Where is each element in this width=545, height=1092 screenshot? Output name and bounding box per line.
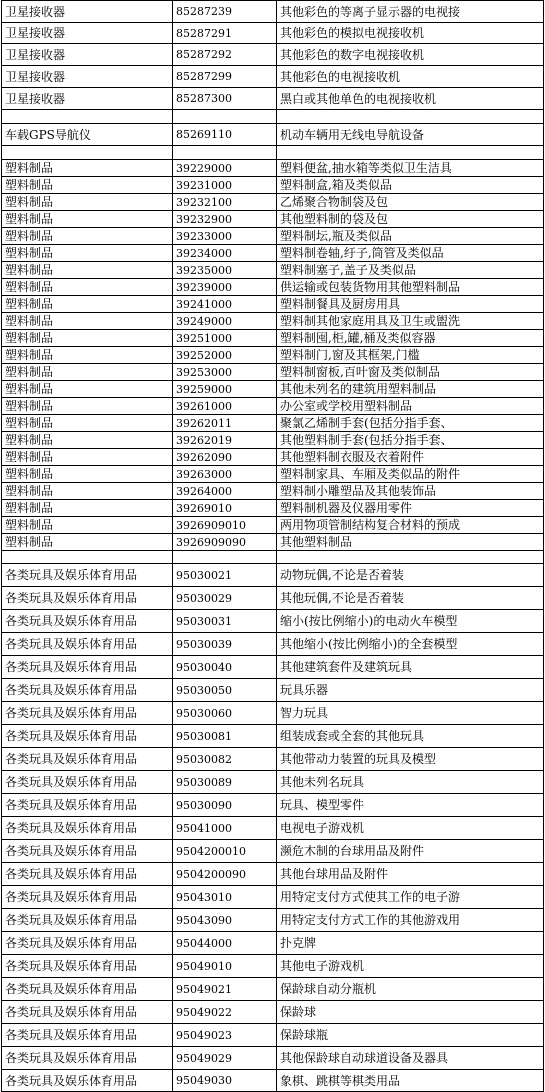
- description-cell: [277, 551, 544, 564]
- table-row: [2, 124, 544, 146]
- category-cell: 塑料制品: [2, 313, 173, 330]
- code-cell: 95030090: [173, 794, 277, 817]
- category-cell: 卫星接收器: [2, 44, 173, 66]
- code-cell: 39262090: [173, 449, 277, 466]
- category-cell: 各类玩具及娱乐体育用品: [2, 978, 173, 1001]
- table-row: [2, 381, 544, 398]
- table-row: [2, 364, 544, 381]
- category-cell: 卫星接收器: [2, 23, 173, 44]
- table-row: [2, 1001, 544, 1024]
- category-cell: 卫星接收器: [2, 66, 173, 88]
- table-row: [2, 886, 544, 909]
- table-row: [2, 1047, 544, 1070]
- code-cell: 95030029: [173, 587, 277, 610]
- code-cell: 95030050: [173, 679, 277, 702]
- table-row: [2, 330, 544, 347]
- table-row: [2, 449, 544, 466]
- description-cell: 供运输或包装货物用其他塑料制品: [277, 279, 544, 296]
- category-cell: 各类玩具及娱乐体育用品: [2, 679, 173, 702]
- description-cell: 玩具乐器: [277, 679, 544, 702]
- description-cell: 组装成套或全套的其他玩具: [277, 725, 544, 748]
- category-cell: 塑料制品: [2, 228, 173, 245]
- description-cell: 其他彩色的等离子显示器的电视接: [277, 1, 544, 23]
- category-cell: 卫星接收器: [2, 1, 173, 23]
- table-row: [2, 534, 544, 551]
- table-row: [2, 817, 544, 840]
- table-row: [2, 279, 544, 296]
- description-cell: 其他塑料制手套(包括分指手套、: [277, 432, 544, 449]
- category-cell: 塑料制品: [2, 500, 173, 517]
- category-cell: 塑料制品: [2, 483, 173, 500]
- code-cell: [173, 110, 277, 124]
- category-cell: 各类玩具及娱乐体育用品: [2, 909, 173, 932]
- code-cell: 39251000: [173, 330, 277, 347]
- code-cell: 85287239: [173, 1, 277, 23]
- table-row: [2, 978, 544, 1001]
- code-cell: 39262019: [173, 432, 277, 449]
- code-cell: 39232900: [173, 211, 277, 228]
- table-row: [2, 177, 544, 194]
- category-cell: 塑料制品: [2, 381, 173, 398]
- category-cell: 塑料制品: [2, 449, 173, 466]
- description-cell: 塑料制机器及仪器用零件: [277, 500, 544, 517]
- code-cell: 95030081: [173, 725, 277, 748]
- description-cell: 塑料制囤,柜,罐,桶及类似容器: [277, 330, 544, 347]
- category-cell: 各类玩具及娱乐体育用品: [2, 633, 173, 656]
- description-cell: [277, 146, 544, 160]
- table-row: [2, 551, 544, 564]
- table-row: [2, 228, 544, 245]
- category-cell: 塑料制品: [2, 211, 173, 228]
- table-row: [2, 66, 544, 88]
- category-cell: 塑料制品: [2, 364, 173, 381]
- code-cell: 39239000: [173, 279, 277, 296]
- category-cell: 塑料制品: [2, 534, 173, 551]
- description-cell: 塑料制餐具及厨房用具: [277, 296, 544, 313]
- description-cell: 其他缩小(按比例缩小)的全套模型: [277, 633, 544, 656]
- description-cell: 其他未列名玩具: [277, 771, 544, 794]
- code-cell: 85287291: [173, 23, 277, 44]
- description-cell: 其他带动力装置的玩具及模型: [277, 748, 544, 771]
- description-cell: 电视电子游戏机: [277, 817, 544, 840]
- category-cell: 塑料制品: [2, 296, 173, 313]
- category-cell: 各类玩具及娱乐体育用品: [2, 564, 173, 587]
- table-row: [2, 909, 544, 932]
- description-cell: 其他电子游戏机: [277, 955, 544, 978]
- table-row: [2, 483, 544, 500]
- category-cell: 塑料制品: [2, 347, 173, 364]
- code-cell: 39232100: [173, 194, 277, 211]
- description-cell: 塑料制小雕塑品及其他装饰品: [277, 483, 544, 500]
- code-cell: 85269110: [173, 124, 277, 146]
- description-cell: 保龄球: [277, 1001, 544, 1024]
- code-cell: [173, 551, 277, 564]
- description-cell: 其他保龄球自动球道设备及器具: [277, 1047, 544, 1070]
- table-row: [2, 794, 544, 817]
- category-cell: 塑料制品: [2, 194, 173, 211]
- table-row: [2, 415, 544, 432]
- description-cell: 塑料制窗板,百叶窗及类似制品: [277, 364, 544, 381]
- description-cell: 其他建筑套件及建筑玩具: [277, 656, 544, 679]
- table-row: [2, 500, 544, 517]
- table-row: [2, 245, 544, 262]
- description-cell: 其他台球用品及附件: [277, 863, 544, 886]
- code-cell: [173, 146, 277, 160]
- table-row: [2, 211, 544, 228]
- category-cell: 塑料制品: [2, 398, 173, 415]
- category-cell: 各类玩具及娱乐体育用品: [2, 748, 173, 771]
- code-cell: 95041000: [173, 817, 277, 840]
- code-cell: 95049021: [173, 978, 277, 1001]
- table-row: [2, 932, 544, 955]
- code-cell: 95043090: [173, 909, 277, 932]
- description-cell: 塑料制塞子,盖子及类似品: [277, 262, 544, 279]
- category-cell: 塑料制品: [2, 262, 173, 279]
- description-cell: 乙烯聚合物制袋及包: [277, 194, 544, 211]
- category-cell: 各类玩具及娱乐体育用品: [2, 955, 173, 978]
- description-cell: 塑料制其他家庭用具及卫生或盥洗: [277, 313, 544, 330]
- category-cell: [2, 146, 173, 160]
- table-row: [2, 296, 544, 313]
- code-cell: 95030039: [173, 633, 277, 656]
- code-cell: 39235000: [173, 262, 277, 279]
- table-row: [2, 398, 544, 415]
- category-cell: 各类玩具及娱乐体育用品: [2, 1047, 173, 1070]
- code-cell: 95030089: [173, 771, 277, 794]
- category-cell: 各类玩具及娱乐体育用品: [2, 886, 173, 909]
- table-row: [2, 656, 544, 679]
- table-row: [2, 702, 544, 725]
- code-cell: 95043010: [173, 886, 277, 909]
- category-cell: 卫星接收器: [2, 88, 173, 110]
- description-cell: 其他彩色的模拟电视接收机: [277, 23, 544, 44]
- code-cell: 85287299: [173, 66, 277, 88]
- category-cell: 各类玩具及娱乐体育用品: [2, 725, 173, 748]
- code-cell: 95030040: [173, 656, 277, 679]
- product-code-table: [1, 0, 544, 1092]
- table-row: [2, 564, 544, 587]
- description-cell: 机动车辆用无线电导航设备: [277, 124, 544, 146]
- code-cell: 39263000: [173, 466, 277, 483]
- table-row: [2, 194, 544, 211]
- category-cell: 各类玩具及娱乐体育用品: [2, 587, 173, 610]
- code-cell: 39233000: [173, 228, 277, 245]
- description-cell: 扑克牌: [277, 932, 544, 955]
- code-cell: 95049030: [173, 1070, 277, 1092]
- table-row: [2, 679, 544, 702]
- table-row: [2, 863, 544, 886]
- code-cell: 95049022: [173, 1001, 277, 1024]
- category-cell: 各类玩具及娱乐体育用品: [2, 1024, 173, 1047]
- code-cell: 39229000: [173, 160, 277, 177]
- category-cell: 各类玩具及娱乐体育用品: [2, 1070, 173, 1092]
- code-cell: 39259000: [173, 381, 277, 398]
- code-cell: 95030082: [173, 748, 277, 771]
- description-cell: 用特定支付方式工作的其他游戏用: [277, 909, 544, 932]
- category-cell: 各类玩具及娱乐体育用品: [2, 656, 173, 679]
- category-cell: 各类玩具及娱乐体育用品: [2, 702, 173, 725]
- code-cell: 39261000: [173, 398, 277, 415]
- description-cell: 智力玩具: [277, 702, 544, 725]
- code-cell: 95030031: [173, 610, 277, 633]
- description-cell: 塑料制家具、车厢及类似品的附件: [277, 466, 544, 483]
- category-cell: 各类玩具及娱乐体育用品: [2, 794, 173, 817]
- category-cell: 各类玩具及娱乐体育用品: [2, 863, 173, 886]
- description-cell: 动物玩偶,不论是否着装: [277, 564, 544, 587]
- category-cell: 塑料制品: [2, 432, 173, 449]
- table-row: [2, 1024, 544, 1047]
- category-cell: 各类玩具及娱乐体育用品: [2, 1001, 173, 1024]
- description-cell: 用特定支付方式使其工作的电子游: [277, 886, 544, 909]
- code-cell: 9504200010: [173, 840, 277, 863]
- table-row: [2, 262, 544, 279]
- code-cell: 95030021: [173, 564, 277, 587]
- description-cell: 保龄球瓶: [277, 1024, 544, 1047]
- description-cell: 缩小(按比例缩小)的电动火车模型: [277, 610, 544, 633]
- category-cell: 塑料制品: [2, 279, 173, 296]
- description-cell: 其他塑料制品: [277, 534, 544, 551]
- category-cell: 各类玩具及娱乐体育用品: [2, 771, 173, 794]
- description-cell: 办公室或学校用塑料制品: [277, 398, 544, 415]
- category-cell: 塑料制品: [2, 177, 173, 194]
- table-body: [2, 1, 544, 1092]
- code-cell: 3926909010: [173, 517, 277, 534]
- category-cell: 塑料制品: [2, 330, 173, 347]
- table-row: [2, 146, 544, 160]
- category-cell: 各类玩具及娱乐体育用品: [2, 932, 173, 955]
- category-cell: 塑料制品: [2, 466, 173, 483]
- description-cell: 其他塑料制衣服及衣着附件: [277, 449, 544, 466]
- description-cell: 塑料制卷轴,纡子,筒管及类似品: [277, 245, 544, 262]
- table-row: [2, 517, 544, 534]
- description-cell: 塑料便盆,抽水箱等类似卫生洁具: [277, 160, 544, 177]
- code-cell: 95049029: [173, 1047, 277, 1070]
- table-row: [2, 88, 544, 110]
- category-cell: 车载GPS导航仪: [2, 124, 173, 146]
- category-cell: 塑料制品: [2, 517, 173, 534]
- table-row: [2, 587, 544, 610]
- table-row: [2, 23, 544, 44]
- product-code-sheet: [1, 0, 543, 1092]
- table-row: [2, 725, 544, 748]
- code-cell: 39269010: [173, 500, 277, 517]
- category-cell: [2, 551, 173, 564]
- code-cell: 3926909090: [173, 534, 277, 551]
- description-cell: 两用物项管制结构复合材料的预成: [277, 517, 544, 534]
- table-row: [2, 748, 544, 771]
- table-row: [2, 466, 544, 483]
- category-cell: 塑料制品: [2, 245, 173, 262]
- description-cell: 玩具、模型零件: [277, 794, 544, 817]
- description-cell: 黑白或其他单色的电视接收机: [277, 88, 544, 110]
- description-cell: 塑料制门,窗及其框架,门槛: [277, 347, 544, 364]
- code-cell: 95044000: [173, 932, 277, 955]
- table-row: [2, 432, 544, 449]
- category-cell: 各类玩具及娱乐体育用品: [2, 840, 173, 863]
- table-row: [2, 313, 544, 330]
- category-cell: 塑料制品: [2, 415, 173, 432]
- table-row: [2, 633, 544, 656]
- description-cell: 其他彩色的电视接收机: [277, 66, 544, 88]
- code-cell: 39264000: [173, 483, 277, 500]
- code-cell: 95049010: [173, 955, 277, 978]
- table-row: [2, 1070, 544, 1092]
- description-cell: 濒危木制的台球用品及附件: [277, 840, 544, 863]
- code-cell: 9504200090: [173, 863, 277, 886]
- code-cell: 95030060: [173, 702, 277, 725]
- category-cell: 各类玩具及娱乐体育用品: [2, 817, 173, 840]
- description-cell: 象棋、跳棋等棋类用品: [277, 1070, 544, 1092]
- code-cell: 39234000: [173, 245, 277, 262]
- description-cell: 塑料制坛,瓶及类似品: [277, 228, 544, 245]
- description-cell: 聚氯乙烯制手套(包括分指手套、: [277, 415, 544, 432]
- description-cell: 其他玩偶,不论是否着装: [277, 587, 544, 610]
- category-cell: 各类玩具及娱乐体育用品: [2, 610, 173, 633]
- description-cell: 保龄球自动分瓶机: [277, 978, 544, 1001]
- code-cell: 85287292: [173, 44, 277, 66]
- table-row: [2, 610, 544, 633]
- code-cell: 39231000: [173, 177, 277, 194]
- table-row: [2, 160, 544, 177]
- table-row: [2, 955, 544, 978]
- code-cell: 39249000: [173, 313, 277, 330]
- code-cell: 39241000: [173, 296, 277, 313]
- code-cell: 39252000: [173, 347, 277, 364]
- description-cell: 其他彩色的数字电视接收机: [277, 44, 544, 66]
- description-cell: 其他塑料制的袋及包: [277, 211, 544, 228]
- code-cell: 39262011: [173, 415, 277, 432]
- table-row: [2, 44, 544, 66]
- description-cell: 其他未列名的建筑用塑料制品: [277, 381, 544, 398]
- code-cell: 39253000: [173, 364, 277, 381]
- table-row: [2, 1, 544, 23]
- table-row: [2, 110, 544, 124]
- code-cell: 95049023: [173, 1024, 277, 1047]
- table-row: [2, 840, 544, 863]
- category-cell: [2, 110, 173, 124]
- code-cell: 85287300: [173, 88, 277, 110]
- description-cell: [277, 110, 544, 124]
- table-row: [2, 347, 544, 364]
- category-cell: 塑料制品: [2, 160, 173, 177]
- description-cell: 塑料制盒,箱及类似品: [277, 177, 544, 194]
- table-row: [2, 771, 544, 794]
